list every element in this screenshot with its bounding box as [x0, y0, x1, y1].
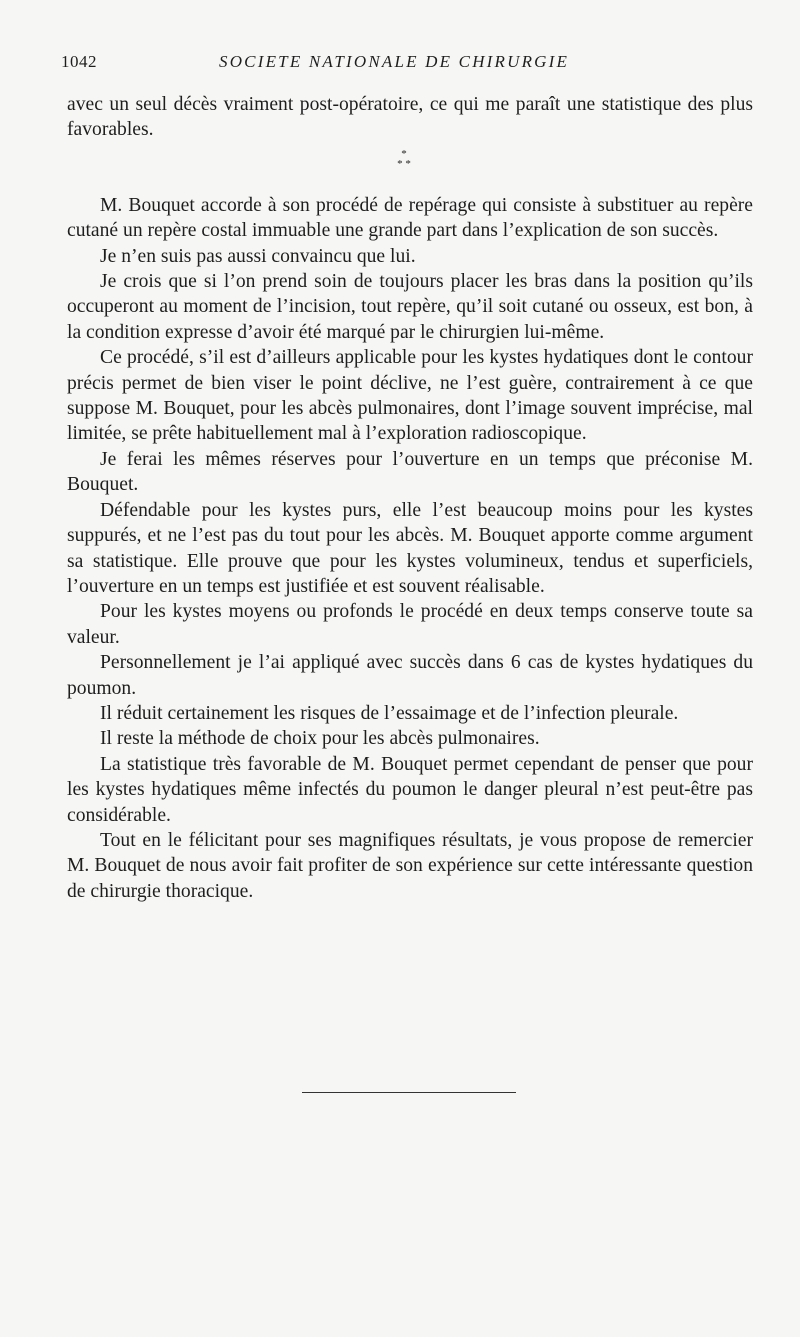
page-number: 1042 — [61, 52, 97, 71]
paragraph: La statistique très favorable de M. Bouquet permet cependant de penser que pour les kystes hydatiques même infectés du poumon le danger pleural n’est peut-être pas considérable. — [67, 753, 753, 826]
paragraph: Personnellement je l’ai appliqué avec succès dans 6 cas de kystes hydatiques du poumon. — [67, 652, 753, 699]
running-title: SOCIETE NATIONALE DE CHIRURGIE — [219, 52, 570, 71]
paragraph: Je ferai les mêmes réserves pour l’ouverture en un temps que préconise M. Bouquet. — [67, 448, 753, 496]
end-rule — [302, 1092, 516, 1093]
asterism-divider — [55, 143, 753, 193]
paragraph: Je n’en suis pas aussi convaincu que lui. — [100, 245, 416, 267]
paragraph: avec un seul décès vraiment post-opératoire, ce qui me paraît une statistique des plus favorables. — [67, 94, 753, 141]
paragraph: Ce procédé, s’il est d’ailleurs applicable pour les kystes hydatiques dont le contour précis permet de bien viser le point déclive, ne l’est guère, contrairement à ce que suppose M. Bouquet, pour les abcès pulmonaires, dont l’image souvent imprécise, mal limitée, se prête habituellement mal à l’exploration radioscopique. — [67, 347, 753, 445]
paragraph: Il reste la méthode de choix pour les abcès pulmonaires. — [100, 728, 540, 750]
document-page — [61, 50, 753, 904]
asterism-glyphs: * * * — [397, 147, 411, 170]
paragraph: M. Bouquet accorde à son procédé de repérage qui consiste à substituer au repère cutané un repère costal immuable une grande part dans l’explication de son succès. — [67, 194, 753, 242]
paragraph: Il réduit certainement les risques de l’essaimage et de l’infection pleurale. — [100, 702, 679, 724]
paragraph: Pour les kystes moyens ou profonds le procédé en deux temps conserve toute sa valeur. — [67, 601, 753, 648]
paragraph: Défendable pour les kystes purs, elle l’est beaucoup moins pour les kystes suppurés, et ne l’est pas du tout pour les abcès. M. Bouquet apporte comme argument sa statistique. Elle prouve que pour les kystes volumineux, tendus et superficiels, l’ouverture en un temps est justifiée et est souvent réalisable. — [67, 499, 753, 597]
paragraph: Tout en le félicitant pour ses magnifiques résultats, je vous propose de remercier M. Bouquet de nous avoir fait profiter de son expérience sur cette intéressante question de chirurgie thoracique. — [67, 829, 753, 902]
paragraph: Je crois que si l’on prend soin de toujours placer les bras dans la position qu’ils occuperont au moment de l’incision, tout repère, qu’il soit cutané ou osseux, est bon, à la condition expresse d’avoir été marqué par le chirurgien lui-même. — [67, 271, 753, 343]
document-body — [67, 92, 753, 904]
page-header — [61, 50, 753, 80]
